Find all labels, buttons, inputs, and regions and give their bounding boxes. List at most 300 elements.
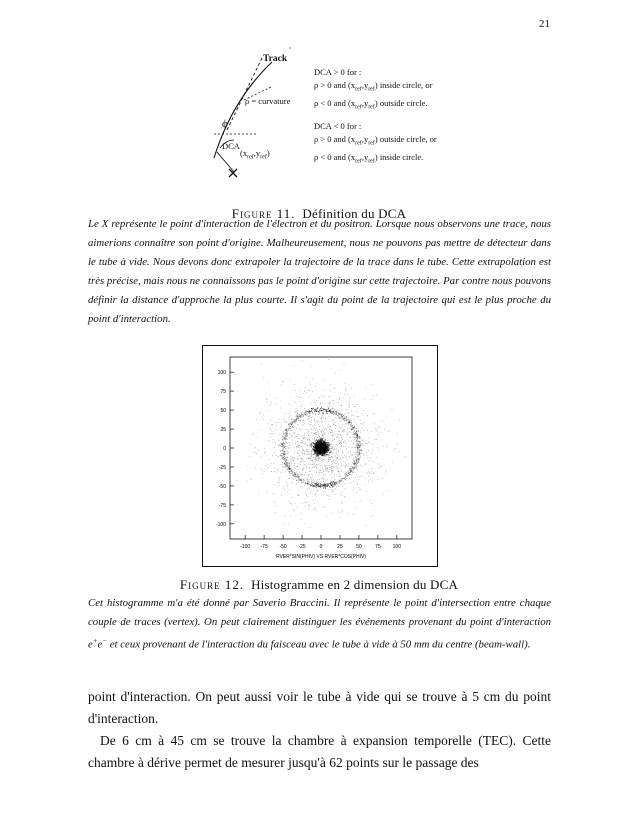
histogram-point [286, 442, 287, 443]
histogram-point [331, 429, 332, 430]
histogram-point [342, 457, 343, 458]
histogram-point [290, 461, 291, 462]
histogram-point [316, 444, 317, 445]
histogram-point [287, 453, 288, 454]
histogram-point [355, 406, 356, 407]
histogram-point [354, 468, 355, 469]
histogram-point [291, 463, 292, 464]
dca-positive-condition-1: ρ > 0 and $(x_{ref},y_{ref})$ inside circle, or [314, 80, 433, 93]
histogram-point [302, 420, 303, 421]
histogram-point [323, 478, 324, 479]
histogram-point [329, 396, 330, 397]
histogram-point [296, 415, 297, 416]
histogram-point [291, 456, 292, 457]
histogram-point [327, 463, 328, 464]
histogram-point [352, 459, 353, 460]
histogram-point [325, 428, 326, 429]
histogram-point [353, 432, 354, 433]
histogram-point [338, 451, 339, 452]
dca-2d-histogram [202, 345, 438, 567]
histogram-point [287, 435, 288, 436]
histogram-point [299, 478, 300, 479]
histogram-point [289, 425, 290, 426]
histogram-point [297, 441, 298, 442]
histogram-point [285, 413, 286, 414]
histogram-point [345, 414, 346, 415]
histogram-point [314, 437, 315, 438]
histogram-point [335, 411, 336, 412]
histogram-point [311, 483, 312, 484]
histogram-point [351, 474, 352, 475]
histogram-point [312, 474, 313, 475]
histogram-point [310, 422, 311, 423]
histogram-point [344, 441, 345, 442]
histogram-point [271, 471, 272, 472]
histogram-point [392, 462, 393, 463]
histogram-point [282, 444, 283, 445]
histogram-point [332, 400, 333, 401]
histogram-point [375, 439, 376, 440]
histogram-point [291, 470, 292, 471]
figure-12-caption-title: Figure 12. Histogramme en 2 dimension du DCA [179, 577, 459, 592]
body-paragraph-1: point d'interaction. On peut aussi voir le tube à vide qui se trouve à 5 cm du point d'interaction. [88, 689, 551, 726]
histogram-point [260, 413, 261, 414]
histogram-point [315, 473, 316, 474]
histogram-point [376, 439, 377, 440]
x-tick-label: 75 [375, 544, 381, 550]
histogram-point [322, 460, 323, 461]
histogram-point [325, 443, 326, 444]
histogram-point [295, 478, 296, 479]
histogram-point [333, 484, 334, 485]
histogram-point [325, 409, 326, 410]
histogram-point [272, 425, 273, 426]
histogram-point [270, 428, 271, 429]
histogram-point [309, 440, 310, 441]
histogram-point [324, 445, 325, 446]
histogram-point [306, 429, 307, 430]
histogram-point [326, 467, 327, 468]
histogram-point [294, 435, 295, 436]
histogram-point [315, 452, 316, 453]
histogram-point [336, 486, 337, 487]
histogram-point [331, 462, 332, 463]
histogram-point [340, 448, 341, 449]
histogram-point [294, 457, 295, 458]
histogram-point [368, 480, 369, 481]
histogram-point [357, 440, 358, 441]
y-tick-label: 75 [220, 389, 226, 396]
histogram-point [309, 433, 310, 434]
histogram-point [333, 446, 334, 447]
histogram-point [279, 419, 280, 420]
histogram-point [336, 459, 337, 460]
histogram-point [323, 457, 324, 458]
histogram-point [291, 478, 292, 479]
histogram-point [326, 461, 327, 462]
histogram-point [298, 397, 299, 398]
histogram-point [351, 428, 352, 429]
histogram-point [324, 455, 325, 456]
histogram-point [310, 385, 311, 386]
histogram-point [332, 432, 333, 433]
histogram-point [371, 468, 372, 469]
histogram-point [322, 469, 323, 470]
histogram-point [312, 477, 313, 478]
histogram-point [311, 490, 312, 491]
histogram-point [352, 472, 353, 473]
histogram-point [319, 461, 320, 462]
histogram-point [353, 469, 354, 470]
histogram-point [319, 485, 320, 486]
histogram-point [283, 440, 284, 441]
histogram-point [356, 492, 357, 493]
histogram-point [338, 464, 339, 465]
histogram-point [307, 481, 308, 482]
histogram-point [308, 431, 309, 432]
histogram-point [268, 423, 269, 424]
histogram-point [289, 426, 290, 427]
histogram-point [342, 495, 343, 496]
histogram-point [385, 470, 386, 471]
histogram-point [294, 437, 295, 438]
histogram-point [268, 467, 269, 468]
histogram-point [276, 397, 277, 398]
histogram-point [293, 458, 294, 459]
histogram-point [310, 492, 311, 493]
histogram-point [291, 482, 292, 483]
histogram-point [322, 408, 323, 409]
histogram-point [353, 467, 354, 468]
histogram-point [323, 485, 324, 486]
histogram-point [335, 422, 336, 423]
histogram-point [315, 466, 316, 467]
histogram-point [330, 448, 331, 449]
histogram-point [320, 447, 321, 448]
histogram-point [316, 409, 317, 410]
histogram-point [288, 430, 289, 431]
histogram-point [314, 427, 315, 428]
histogram-point [353, 429, 354, 430]
histogram-point [323, 435, 324, 436]
histogram-point [308, 458, 309, 459]
histogram-point [309, 453, 310, 454]
histogram-point [308, 481, 309, 482]
histogram-point [338, 416, 339, 417]
histogram-point [361, 449, 362, 450]
histogram-point [384, 429, 385, 430]
histogram-point [285, 437, 286, 438]
histogram-point [330, 459, 331, 460]
histogram-point [342, 419, 343, 420]
histogram-point [349, 457, 350, 458]
histogram-point [311, 446, 312, 447]
histogram-point [281, 495, 282, 496]
histogram-point [289, 501, 290, 502]
histogram-point [294, 452, 295, 453]
histogram-point [266, 393, 267, 394]
histogram-point [333, 400, 334, 401]
histogram-point [298, 479, 299, 480]
histogram-point [290, 478, 291, 479]
histogram-point [283, 431, 284, 432]
histogram-point [337, 454, 338, 455]
histogram-point [298, 450, 299, 451]
histogram-point [316, 510, 317, 511]
histogram-point [335, 463, 336, 464]
histogram-point [327, 469, 328, 470]
histogram-point [394, 449, 395, 450]
histogram-point [318, 435, 319, 436]
histogram-point [285, 464, 286, 465]
histogram-point [354, 460, 355, 461]
histogram-point [323, 475, 324, 476]
histogram-point [310, 441, 311, 442]
histogram-point [330, 484, 331, 485]
histogram-point [293, 430, 294, 431]
histogram-point [361, 423, 362, 424]
histogram-point [316, 459, 317, 460]
histogram-point [287, 443, 288, 444]
histogram-point [318, 424, 319, 425]
histogram-point [313, 413, 314, 414]
histogram-point [286, 434, 287, 435]
histogram-point [343, 397, 344, 398]
histogram-point [296, 472, 297, 473]
histogram-point [314, 503, 315, 504]
histogram-point [310, 460, 311, 461]
histogram-point [268, 459, 269, 460]
histogram-point [329, 457, 330, 458]
histogram-point [307, 478, 308, 479]
histogram-point [376, 457, 377, 458]
histogram-point [332, 482, 333, 483]
histogram-point [315, 444, 316, 445]
histogram-point [286, 482, 287, 483]
histogram-point [301, 419, 302, 420]
histogram-point [351, 429, 352, 430]
histogram-point [344, 417, 345, 418]
histogram-point [330, 482, 331, 483]
histogram-point [262, 473, 263, 474]
histogram-point [376, 431, 377, 432]
histogram-point [278, 477, 279, 478]
histogram-point [314, 439, 315, 440]
histogram-point [322, 412, 323, 413]
histogram-point [358, 487, 359, 488]
histogram-point [314, 411, 315, 412]
histogram-point [306, 493, 307, 494]
histogram-point [378, 447, 379, 448]
histogram-point [283, 488, 284, 489]
histogram-point [311, 411, 312, 412]
histogram-point [342, 426, 343, 427]
histogram-point [337, 441, 338, 442]
histogram-point [286, 448, 287, 449]
histogram-point [349, 473, 350, 474]
histogram-point [326, 411, 327, 412]
x-tick-label: -50 [279, 544, 287, 550]
histogram-point [299, 435, 300, 436]
histogram-point [331, 411, 332, 412]
histogram-point [338, 450, 339, 451]
histogram-point [308, 464, 309, 465]
histogram-point [337, 412, 338, 413]
histogram-point [300, 447, 301, 448]
x-axis-label: RVER*SIN(PHIV) VS RVER*COS(PHIV) [275, 554, 367, 560]
histogram-point [353, 404, 354, 405]
histogram-point [273, 439, 274, 440]
histogram-point [311, 428, 312, 429]
histogram-point [278, 456, 279, 457]
histogram-point [353, 434, 354, 435]
histogram-point [331, 444, 332, 445]
histogram-point [276, 506, 277, 507]
histogram-point [277, 469, 278, 470]
histogram-point [373, 473, 374, 474]
histogram-point [313, 454, 314, 455]
histogram-point [297, 434, 298, 435]
histogram-point [296, 483, 297, 484]
histogram-point [335, 425, 336, 426]
histogram-point [330, 446, 331, 447]
histogram-point [346, 443, 347, 444]
histogram-point [290, 405, 291, 406]
histogram-point [287, 469, 288, 470]
y-tick-label: -100 [215, 521, 226, 528]
histogram-point [283, 448, 284, 449]
histogram-point [289, 433, 290, 434]
histogram-point [362, 465, 363, 466]
histogram-point [331, 477, 332, 478]
histogram-point [297, 475, 298, 476]
histogram-point [304, 453, 305, 454]
histogram-point [306, 393, 307, 394]
ref-point-label: $(x_{ref},y_{ref})$ [240, 148, 270, 161]
histogram-point [315, 494, 316, 495]
histogram-point [345, 420, 346, 421]
histogram-point [341, 420, 342, 421]
histogram-point [360, 420, 361, 421]
histogram-point [327, 468, 328, 469]
histogram-point [299, 482, 300, 483]
histogram-point [315, 434, 316, 435]
histogram-point [357, 484, 358, 485]
histogram-point [270, 433, 271, 434]
histogram-point [359, 437, 360, 438]
histogram-point [264, 448, 265, 449]
histogram-point [320, 439, 321, 440]
histogram-point [318, 486, 319, 487]
histogram-point [355, 456, 356, 457]
histogram-point [288, 445, 289, 446]
histogram-point [331, 464, 332, 465]
histogram-point [325, 506, 326, 507]
histogram-point [280, 445, 281, 446]
histogram-point [284, 456, 285, 457]
histogram-point [352, 436, 353, 437]
histogram-point [371, 481, 372, 482]
histogram-point [318, 458, 319, 459]
histogram-point [312, 378, 313, 379]
histogram-point [273, 493, 274, 494]
histogram-point [319, 397, 320, 398]
histogram-point [295, 443, 296, 444]
histogram-point [325, 440, 326, 441]
histogram-point [298, 453, 299, 454]
histogram-point [345, 476, 346, 477]
histogram-point [317, 408, 318, 409]
histogram-point [343, 481, 344, 482]
histogram-point [266, 399, 267, 400]
histogram-point [382, 478, 383, 479]
histogram-point [304, 475, 305, 476]
histogram-point [313, 464, 314, 465]
histogram-point [296, 420, 297, 421]
histogram-point [346, 423, 347, 424]
histogram-point [341, 469, 342, 470]
histogram-point [322, 445, 323, 446]
histogram-point [309, 429, 310, 430]
histogram-point [356, 465, 357, 466]
histogram-point [344, 455, 345, 456]
histogram-point [329, 494, 330, 495]
histogram-point [305, 411, 306, 412]
histogram-point [371, 471, 372, 472]
histogram-point [284, 455, 285, 456]
histogram-point [308, 390, 309, 391]
histogram-point [333, 409, 334, 410]
histogram-point [357, 452, 358, 453]
histogram-point [322, 440, 323, 441]
histogram-point [324, 429, 325, 430]
histogram-point [309, 382, 310, 383]
histogram-point [316, 421, 317, 422]
histogram-point [287, 429, 288, 430]
histogram-point [297, 436, 298, 437]
histogram-point [329, 406, 330, 407]
histogram-point [321, 460, 322, 461]
histogram-point [319, 453, 320, 454]
histogram-point [338, 431, 339, 432]
histogram-point [323, 488, 324, 489]
histogram-point [343, 457, 344, 458]
histogram-point [311, 479, 312, 480]
histogram-point [331, 513, 332, 514]
histogram-point [318, 421, 319, 422]
histogram-point [284, 516, 285, 517]
histogram-point [310, 458, 311, 459]
histogram-point [361, 443, 362, 444]
histogram-point [256, 419, 257, 420]
histogram-point [342, 512, 343, 513]
histogram-point [366, 473, 367, 474]
histogram-point [309, 468, 310, 469]
histogram-point [339, 426, 340, 427]
histogram-point [340, 428, 341, 429]
histogram-point [345, 473, 346, 474]
histogram-point [355, 457, 356, 458]
histogram-point [312, 391, 313, 392]
histogram-point [357, 437, 358, 438]
histogram-point [286, 460, 287, 461]
histogram-point [321, 437, 322, 438]
histogram-point [340, 493, 341, 494]
histogram-point [343, 418, 344, 419]
histogram-point [274, 512, 275, 513]
histogram-point [299, 428, 300, 429]
histogram-point [345, 479, 346, 480]
